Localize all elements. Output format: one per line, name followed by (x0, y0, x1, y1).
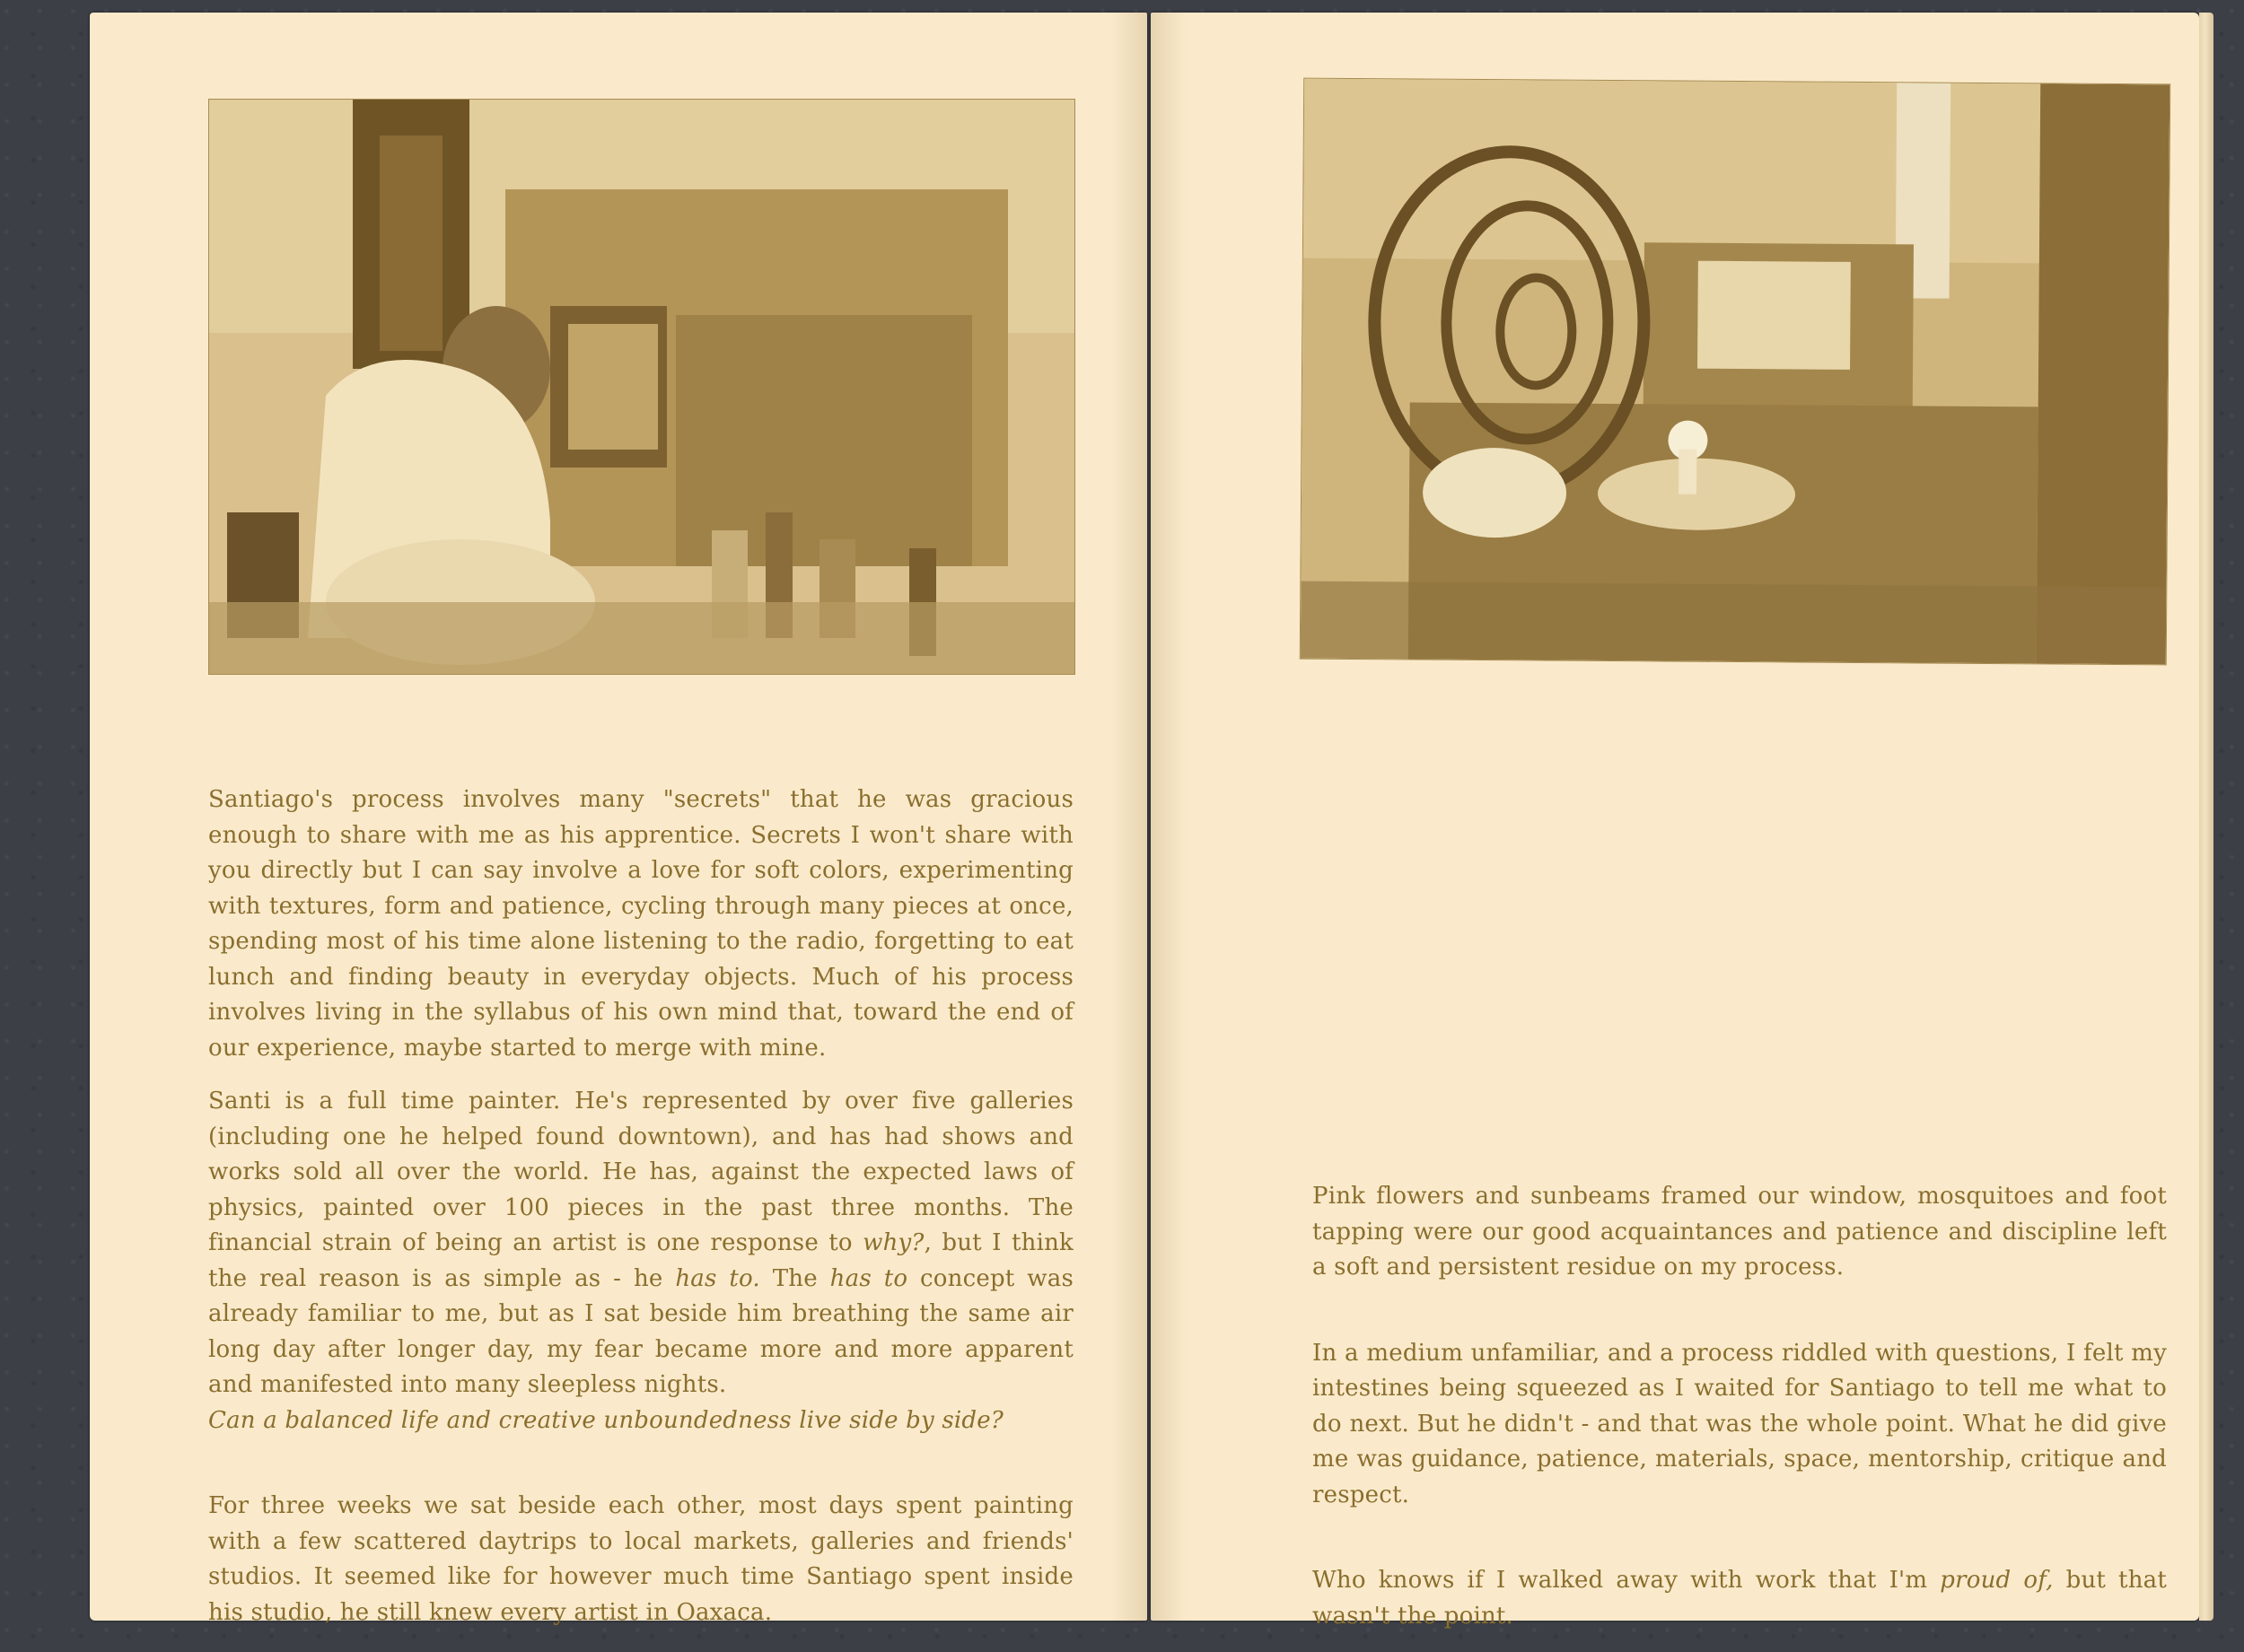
question-line: Can a balanced life and creative unboundedness live side by side? (208, 1406, 1004, 1434)
emphasis: why? (863, 1229, 925, 1256)
paragraph: Santiago's process involves many "secrets" that he was gracious enough to share with me as his apprentice. Secrets I won't share with you directly but I can say involve a love for soft colors, experimenting with textures, form and patience, cycling through many pieces at once, spending most of his time alone listening to the radio, forgetting to eat lunch and finding beauty in everyday objects. Much of his process involves living in the syllabus of his own mind that, toward the end of our experience, maybe started to merge with mine. (208, 786, 1074, 1062)
paragraph: In a medium unfamiliar, and a process riddled with questions, I felt my intestines being squeezed as I waited for Santiago to tell me what to do next. But he didn't - and that was the whole point. What he did give me was guidance, patience, materials, space, mentorship, critique and respect. (1312, 1339, 2167, 1508)
left-page (90, 13, 1147, 1626)
gutter-shadow (1111, 13, 1147, 1621)
paragraph (1312, 1563, 2167, 1634)
photo-studio-image (1301, 79, 2169, 665)
text-run: but that wasn't the point. (1312, 1567, 2167, 1630)
text-run: Santi is a full time painter. He's represented by over five galleries (including one he helped found downtown), and has had shows and works sold all over the world. He has, against the expected laws of physics, painted over 100 pieces in the past three months. The financial strain of being an artist is one response to (208, 1088, 1074, 1256)
text-run: The (759, 1264, 830, 1292)
left-page-body (208, 782, 1074, 1648)
paragraph: For three weeks we sat beside each other, most days spent painting with a few scattered daytrips to local markets, galleries and friends' studios. It seemed like for however much time Santiago spent inside his studio, he still knew every artist in Oaxaca. (208, 1492, 1074, 1626)
photo-painter-at-work (208, 99, 1075, 675)
text-run: Who knows if I walked away with work that I'm (1312, 1567, 1941, 1594)
emphasis: has to. (675, 1264, 760, 1292)
gutter-shadow (1151, 13, 1187, 1621)
page-edge (2199, 13, 2213, 1621)
right-page-body (1312, 1179, 2167, 1652)
photo-studio-still-life (1300, 78, 2171, 666)
paragraph (208, 1084, 1074, 1438)
text-run: , but I think the real reason is as simple as - he (208, 1229, 1074, 1292)
right-page (1151, 13, 2199, 1630)
emphasis: has to (829, 1264, 908, 1292)
paragraph: Pink flowers and sunbeams framed our window, mosquitoes and foot tapping were our good acquaintances and patience and discipline left a soft and persistent residue on my process. (1312, 1183, 2167, 1281)
emphasis: proud of, (1940, 1567, 2054, 1594)
text-run: concept was already familiar to me, but as I sat beside him breathing the same air long day after longer day, my fear became more and more apparent and manifested into many sleepless nights. (208, 1264, 1074, 1398)
photo-painter-image (209, 100, 1074, 674)
